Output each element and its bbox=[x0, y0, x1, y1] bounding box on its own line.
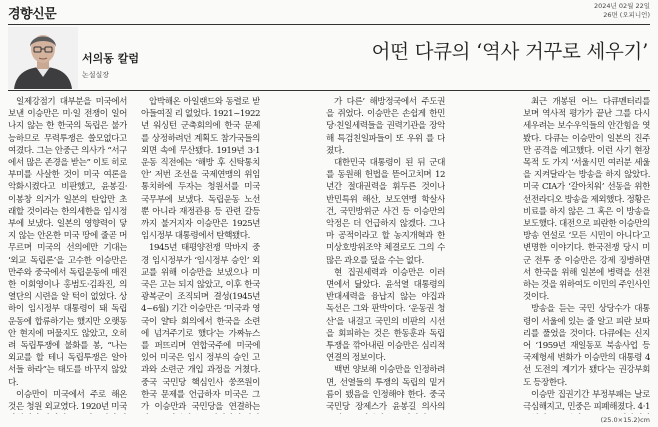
paragraph: 현 집권세력과 이승만은 이러 면에서 닮았다. 윤석열 대통령의 반대세력을 융납지 않는 야집과 독선은 그와 판박이다. ‘운동권 청산’을 내걸고 국민의 비판의 시선을 회피하는 것은 한동훈과 독립투쟁을 깎아내린 이승만은 심리적 연결의 정보이다. bbox=[326, 267, 445, 364]
dateline bbox=[594, 2, 650, 20]
paragraph: 이승만 집권기간 부정부패는 날로 극심해지고, 민중은 피폐해졌다. 4·1 bbox=[523, 389, 650, 413]
print-size-note: (25.0×15.2)cm bbox=[600, 416, 650, 424]
newspaper-masthead: 경향신문 bbox=[8, 7, 57, 22]
paragraph: 1945년 태평양전쟁 막바지 중경 임시정부가 ‘임시정부 승인’ 외교를 위해 이승만을 보냈으나 미국은 고는 되지 않았고, 이후 한국광복군이 조직되며 결성(1945년 4~6월) 기간 이승만은 ‘미국과 영국이 얄타 회의에서 한국을 소련에 넘겨주기로 했다’는 가짜뉴스를 퍼뜨리며 연합국주에 미국에 있어 미국은 임시 정부의 승인 고과와 소련군 개입 과정을 거쳤다. 중국 국민당 핵심인사 쑹쯔원이 한국 문제를 언급하자 미국은 그가 이승만과 국민당을 연결하는 bbox=[141, 243, 260, 413]
article-column-1 bbox=[8, 96, 127, 414]
headline-rule bbox=[8, 90, 650, 91]
paragraph: 백번 양보해 이승만을 인정하려면, 선열들의 투쟁의 독립의 밑거름이 됐음을 인정해야 한다. 중국 국민당 장제스가 윤봉길 의사의 bbox=[326, 365, 445, 413]
page-section: 26면 (오피니언) bbox=[603, 11, 650, 19]
paragraph: 방송을 듣는 국민 상당수가 대통령이 서울에 있는 줄 알고 피란 보따리를 풀었을 것이다. 다큐에는 신지어 ‘1959년 재일동포 북송사업 등 국제형세 변화가 이승만의 대통령 4선 도전의 계기가 됐다’는 권강부회도 등장한다. bbox=[523, 304, 650, 388]
paragraph: 이승만이 미국에서 주로 해온 것은 청원 외교였다. 1920년 미국 bbox=[8, 389, 127, 413]
paragraph: 일제강점기 대부분을 미국에서 보낸 이승만은 미·일 전쟁이 일어나지 않는 한 한국의 독립은 불가능하므로 무력투쟁은 쓸모없다고 여겼다. 그는 안중근 의사가 “서구에서 많은 존경을 받는” 이토 히로부미를 사살한 것이 미국 여론을 악화시켰다고 비판했고, 윤봉길·이봉창 의거가 일본의 탄압만 초래할 것이라는 한의세한을 임시정부에 보냈다. 일본의 영향력이 닿지 않는 안온한 미국 땅에 줄곧 머무르며 미국의 선의에만 기대는 ‘외교 독립론’을 고수한 이승만은 만주와 중국에서 독립운동에 매진한 이회영이나 홍범도·김좌진, 의열단의 시련을 알 턱이 없었다. 상하이 임시정부 대통령이 돼 독립운동에 합류하기는 했지만 오랫동안 현지에 머물지도 않았고, 오히려 독립투쟁에 불화를 봉, “나는 외교를 할 테니 독립투쟁은 알아서들 하라”는 태도를 바꾸지 않았다. bbox=[8, 97, 127, 388]
article-body bbox=[8, 96, 650, 414]
paragraph: 최근 개봉된 어느 다큐멘터리를 보며 역사적 평가가 끝난 그를 다시 세우려는 보수우익들의 안간힘을 엿봤다. 다큐는 이승만이 일본의 진주만 공격을 예고했다. 이런 사기 현장 목적 도 가지 ‘서울시민 여러분 세울을 지켜달라’는 방송을 하지 않았다. 미국 CIA가 ‘갈아치워’ 선동을 위한 선전라디오 방송을 제외했다. 정황은 비료를 하지 않은 그 혹은 이 방송을 보도했다. 대전으로 피란한 이승만의 방송 연설로 ‘모든 시민이 아니다’고 변명한 이야기다. 한국전쟁 당시 미군 전투 중 이승만은 강제 징병하면서 한국을 위해 일본에 병력을 선전하는 것을 위하여도 이민의 주인사인 것이다. bbox=[523, 97, 650, 303]
paragraph: 압박해온 아일랜드와 동렬로 받아들여질 리 없었다. 1921~1922년 워싱턴 군축회의에 한국 문제를 상정하려던 계획도 참가국들의 외면 속에 무산됐다. 1919년 3·1운동 직전에는 ‘해방 후 신탁통치안’ 저번 조선을 국제연맹의 위임통치하에 두자는 청원서를 미국 국무부에 보냈다. 독립운동 노선뿐 아니라 재정관용 등 관련 갈등까지 불거지자 이승만은 1925년 임시정부 대통령에서 탄핵됐다. bbox=[141, 97, 260, 242]
issue-date: 2024년 02월 22일 bbox=[593, 2, 650, 10]
author-portrait bbox=[8, 27, 78, 89]
author-role: 논설실장 bbox=[82, 71, 110, 79]
article-column-3 bbox=[326, 96, 445, 414]
byline bbox=[82, 50, 139, 80]
paragraph: 대한민국 대통령이 된 뒤 군대를 동원해 헌법을 뜯어고치며 12년간 절대권력을 휘두른 것이나 반민특위 해산, 보도연맹 학살사건, 국민방위군 사건 등 이승만의 악정은 더 언급하지 않겠다. 그나마 공적이라고 할 농지개혁과 한미상호방위조약 체결로도 그의 수많은 과오를 덮을 수는 없다. bbox=[326, 158, 445, 266]
article-column-4 bbox=[523, 96, 650, 414]
paragraph: 가 다른’ 해방정국에서 주도권을 쥐었다. 이승만은 손쉽게 한민당·친일세력들을 권력기관을 장악해 특검친일파들이 또 우위 를 다졌다. bbox=[326, 97, 445, 156]
article-column-2 bbox=[141, 96, 260, 414]
top-rule bbox=[8, 24, 650, 25]
author-name: 서의동 칼럼 bbox=[82, 52, 139, 65]
headline: 어떤 다큐의 ‘역사 거꾸로 세우기’ bbox=[371, 40, 648, 63]
